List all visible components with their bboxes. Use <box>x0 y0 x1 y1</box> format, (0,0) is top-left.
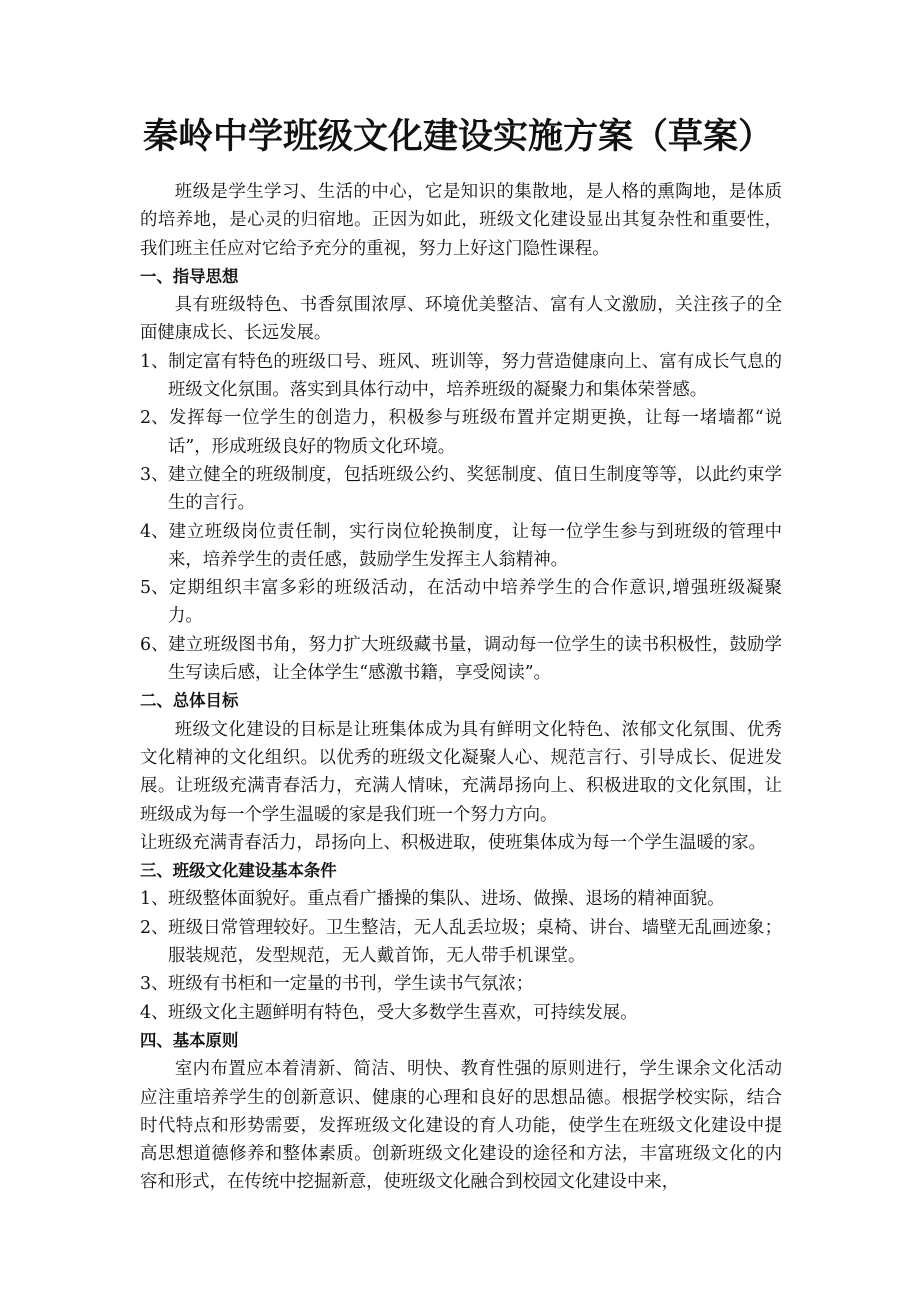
list-item-number: 2、 <box>140 408 169 429</box>
list-item-number: 3、 <box>140 974 169 995</box>
document-page <box>140 112 782 1197</box>
section-paragraph: 班级文化建设的目标是让班集体成为具有鲜明文化特色、浓郁文化氛围、优秀文化精神的文化组织。以优秀的班级文化凝聚人心、规范言行、引导成长、促进发展。让班级充满青春活力，充满人情味，充满昂扬向上、积极进取的文化氛围，让班级成为每一个学生温暖的家是我们班一个努力方向。 <box>140 719 782 825</box>
list-item <box>140 631 782 688</box>
list-item <box>140 461 782 518</box>
list-item <box>140 914 782 971</box>
list-item-text: 班级整体面貌好。重点看广播操的集队、进场、做操、退场的精神面貌。 <box>168 889 725 910</box>
section-paragraph: 具有班级特色、书香氛围浓厚、环境优美整洁、富有人文激励，关注孩子的全面健康成长、长远发展。 <box>140 295 782 344</box>
list-item-number: 6、 <box>140 634 169 655</box>
list-item-number: 4、 <box>140 1002 169 1023</box>
list-item <box>140 518 782 575</box>
section-summary-line: 让班级充满青春活力，昂扬向上、积极进取，使班集体成为每一个学生温暖的家。 <box>140 832 767 853</box>
list-item-text: 班级有书柜和一定量的书刊，学生读书气氛浓； <box>168 974 534 995</box>
list-item <box>140 574 782 631</box>
list-item-text: 建立班级图书角，努力扩大班级藏书量，调动每一位学生的读书积极性，鼓励学生写读后感，让全体学生“感激书籍，享受阅读”。 <box>168 634 782 684</box>
list-item-number: 4、 <box>140 521 169 542</box>
intro-paragraph: 班级是学生学习、生活的中心，它是知识的集散地，是人格的熏陶地，是体质的培养地，是心灵的归宿地。正因为如此，班级文化建设显出其复杂性和重要性，我们班主任应对它给予充分的重视，努力上好这门隐性课程。 <box>140 182 782 259</box>
list-item <box>140 404 782 461</box>
section-overall-goal <box>140 687 782 857</box>
list-item-text: 建立健全的班级制度，包括班级公约、奖惩制度、值日生制度等等，以此约束学生的言行。 <box>168 464 782 514</box>
section-heading: 一、指导思想 <box>140 266 239 286</box>
list-item-text: 发挥每一位学生的创造力，积极参与班级布置并定期更换，让每一堵墙都“说话”，形成班级良好的物质文化环境。 <box>168 408 782 457</box>
section-heading: 四、基本原则 <box>140 1030 239 1050</box>
section-heading: 三、班级文化建设基本条件 <box>140 861 337 881</box>
list-item-number: 1、 <box>140 889 169 910</box>
section-guiding-ideology <box>140 263 782 687</box>
list-item-number: 5、 <box>140 578 169 599</box>
section-basic-principles <box>140 1027 782 1197</box>
list-item <box>140 970 782 998</box>
section-basic-conditions <box>140 857 782 1027</box>
list-item <box>140 885 782 913</box>
section-heading: 二、总体目标 <box>140 691 239 711</box>
list-item-number: 2、 <box>140 917 169 938</box>
list-item-number: 3、 <box>140 464 169 485</box>
list-item-number: 1、 <box>140 351 169 372</box>
list-item <box>140 999 782 1027</box>
list-item-text: 建立班级岗位责任制，实行岗位轮换制度，让每一位学生参与到班级的管理中来，培养学生的责任感，鼓励学生发挥主人翁精神。 <box>168 521 782 570</box>
list-item-text: 定期组织丰富多彩的班级活动，在活动中培养学生的合作意识,增强班级凝聚力。 <box>168 578 782 627</box>
list-item <box>140 348 782 405</box>
list-item-text: 制定富有特色的班级口号、班风、班训等，努力营造健康向上、富有成长气息的班级文化氛围。落实到具体行动中，培养班级的凝聚力和集体荣誉感。 <box>168 351 782 401</box>
section-paragraph: 室内布置应本着清新、简洁、明快、教育性强的原则进行，学生课余文化活动应注重培养学生的创新意识、健康的心理和良好的思想品德。根据学校实际，结合时代特点和形势需要，发挥班级文化建设的育人功能，使学生在班级文化建设中提高思想道德修养和整体素质。创新班级文化建设的途径和方法，丰富班级文化的内容和形式，在传统中挖掘新意，使班级文化融合到校园文化建设中来， <box>140 1059 782 1193</box>
document-title: 秦岭中学班级文化建设实施方案（草案） <box>142 117 773 157</box>
list-item-text: 班级文化主题鲜明有特色，受大多数学生喜欢，可持续发展。 <box>168 1002 638 1023</box>
list-item-text: 班级日常管理较好。卫生整洁，无人乱丢垃圾；桌椅、讲台、墙壁无乱画迹象；服装规范，发型规范，无人戴首饰，无人带手机课堂。 <box>168 917 782 967</box>
